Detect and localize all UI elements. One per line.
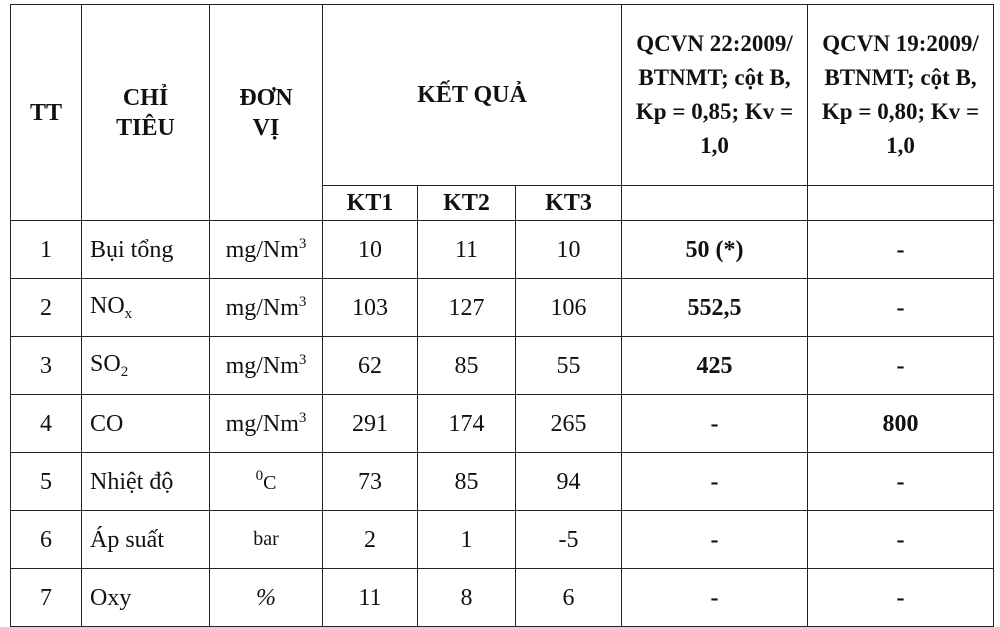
row-tt: 1 (11, 221, 82, 279)
row-unit: mg/Nm$^3$ (210, 279, 323, 337)
row-qc19: - (808, 221, 994, 279)
row-unit: mg/Nm$^3$ (210, 337, 323, 395)
row-tt: 5 (11, 453, 82, 511)
table-row (11, 511, 994, 569)
row-name: Áp suất (82, 511, 210, 569)
row-kt2: 8 (418, 569, 516, 627)
row-qc22: - (622, 511, 808, 569)
row-unit: mg/Nm$^3$ (210, 221, 323, 279)
row-kt1: 10 (323, 221, 418, 279)
header-tt: TT (11, 5, 82, 221)
row-name: $SO_2$ (82, 337, 210, 395)
row-kt3: 6 (516, 569, 622, 627)
row-name: Bụi tổng (82, 221, 210, 279)
row-name: Oxy (82, 569, 210, 627)
row-qc19: - (808, 337, 994, 395)
row-name: CO (82, 395, 210, 453)
row-qc19: - (808, 453, 994, 511)
header-don-vi: ĐƠN VỊ (210, 5, 323, 221)
row-kt2: 127 (418, 279, 516, 337)
header-ket-qua: KẾT QUẢ (323, 5, 622, 186)
row-kt3: 10 (516, 221, 622, 279)
row-kt1: 11 (323, 569, 418, 627)
table-row (11, 279, 994, 337)
row-kt3: -5 (516, 511, 622, 569)
row-kt1: 2 (323, 511, 418, 569)
row-kt3: 106 (516, 279, 622, 337)
row-tt: 3 (11, 337, 82, 395)
row-qc19: - (808, 511, 994, 569)
row-tt: 4 (11, 395, 82, 453)
header-chi-tieu: CHỈ TIÊU (82, 5, 210, 221)
row-tt: 7 (11, 569, 82, 627)
row-qc22: 425 (622, 337, 808, 395)
row-name: $NO_x$ (82, 279, 210, 337)
header-qcvn22: QCVN 22:2009/ BTNMT; cột B, Kp = 0,85; Kv = 1,0 (622, 5, 808, 186)
row-unit: bar (210, 511, 323, 569)
row-kt3: 55 (516, 337, 622, 395)
header-kt2: KT2 (418, 186, 516, 221)
header-kt3: KT3 (516, 186, 622, 221)
row-kt2: 11 (418, 221, 516, 279)
row-qc22: - (622, 453, 808, 511)
row-qc22: 50 (*) (622, 221, 808, 279)
header-qcvn22-blank (622, 186, 808, 221)
row-qc19: - (808, 569, 994, 627)
table-row (11, 453, 994, 511)
table-row (11, 221, 994, 279)
row-qc22: 552,5 (622, 279, 808, 337)
row-kt2: 85 (418, 337, 516, 395)
row-kt1: 291 (323, 395, 418, 453)
row-unit: mg/Nm$^3$ (210, 395, 323, 453)
row-kt3: 94 (516, 453, 622, 511)
row-unit: $^0$C (210, 453, 323, 511)
header-kt1: KT1 (323, 186, 418, 221)
row-kt3: 265 (516, 395, 622, 453)
results-table (10, 4, 994, 627)
row-qc22: - (622, 395, 808, 453)
row-qc22: - (622, 569, 808, 627)
row-kt1: 103 (323, 279, 418, 337)
row-name: Nhiệt độ (82, 453, 210, 511)
header-qcvn19-blank (808, 186, 994, 221)
row-tt: 6 (11, 511, 82, 569)
table-row (11, 337, 994, 395)
row-kt1: 73 (323, 453, 418, 511)
row-kt2: 85 (418, 453, 516, 511)
row-qc19: 800 (808, 395, 994, 453)
row-kt2: 174 (418, 395, 516, 453)
header-qcvn19: QCVN 19:2009/ BTNMT; cột B, Kp = 0,80; Kv = 1,0 (808, 5, 994, 186)
row-kt2: 1 (418, 511, 516, 569)
row-qc19: - (808, 279, 994, 337)
row-tt: 2 (11, 279, 82, 337)
table-row (11, 395, 994, 453)
row-unit: % (210, 569, 323, 627)
row-kt1: 62 (323, 337, 418, 395)
table-row (11, 569, 994, 627)
